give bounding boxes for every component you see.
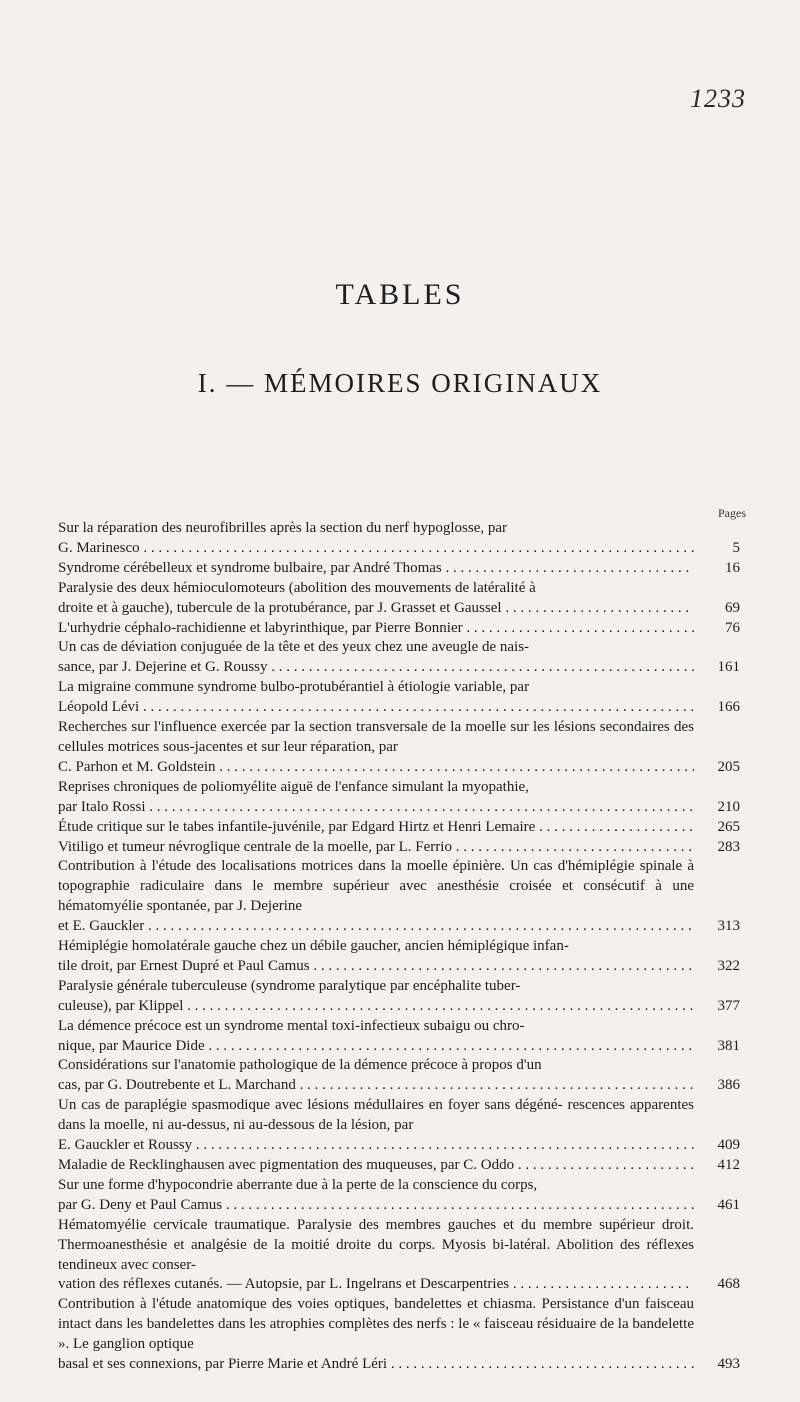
entry-last-line: par G. Deny et Paul Camus . . . — [58, 1197, 694, 1213]
entry-text: Contribution à l'étude anatomique des voies optiques, bandelettes et chiasma. Persistance d'un faisceau intact dans les bandelettes dans les atrophies complètes des nerfs : le « faisceau résiduaire de la bandelette ». Le ganglion optique — [58, 1296, 694, 1353]
entry-page: 468 — [717, 1276, 740, 1293]
entry-last-line: culeuse), par Klippel . . . — [58, 998, 694, 1014]
entry-text: Considérations sur l'anatomie pathologique de la démence précoce à propos d'un — [58, 1057, 542, 1074]
table-of-contents — [58, 519, 740, 1375]
entry-text: Un cas de déviation conjuguée de la tête et des yeux chez une aveugle de nais- — [58, 639, 530, 656]
toc-entry — [58, 559, 740, 579]
entry-page: 313 — [717, 918, 740, 935]
entry-text: Sur la réparation des neurofibrilles après la section du nerf hypoglosse, par — [58, 520, 508, 536]
entry-last-line: G. Marinesco . . . — [58, 540, 694, 556]
entry-text: Paralysie générale tuberculeuse (syndrome paralytique par encéphalite tuber- — [58, 977, 521, 994]
entry-text: Recherches sur l'influence exercée par la section transversale de la moelle sur les lésions secondaires des cellules motrices sous-jacentes et sur leur réparation, par — [58, 719, 694, 755]
entry-last-line: Syndrome cérébelleux et syndrome bulbaire, par André Thomas . . . — [58, 560, 694, 576]
toc-entry — [58, 1017, 740, 1057]
entry-last-line: L'urhydrie céphalo-rachidienne et labyrinthique, par Pierre Bonnier . . . — [58, 620, 694, 636]
entry-page: 205 — [717, 758, 740, 775]
toc-entry — [58, 1096, 740, 1156]
entry-last-line: et E. Gauckler . . . — [58, 918, 694, 934]
entry-last-line: par Italo Rossi . . . — [58, 799, 694, 815]
entry-last-line: C. Parhon et M. Goldstein . . . — [58, 759, 694, 775]
toc-entry — [58, 857, 740, 937]
entry-text: Hémiplégie homolatérale gauche chez un débile gaucher, ancien hémiplégique infan- — [58, 938, 569, 955]
toc-entry — [58, 838, 740, 858]
entry-last-line: Léopold Lévi . . . — [58, 699, 694, 715]
entry-last-line: cas, par G. Doutrebente et L. Marchand . . . — [58, 1077, 694, 1093]
toc-entry — [58, 638, 740, 678]
toc-entry — [58, 818, 740, 838]
toc-entry — [58, 778, 740, 818]
toc-entry — [58, 519, 740, 559]
entry-last-line: Étude critique sur le tabes infantile-juvénile, par Edgard Hirtz et Henri Lemaire . . . — [58, 819, 694, 835]
entry-text: La démence précoce est un syndrome mental toxi-infectieux subaigu ou chro- — [58, 1017, 525, 1034]
entry-page: 283 — [717, 838, 740, 855]
entry-page: 412 — [717, 1157, 740, 1173]
entry-text: La migraine commune syndrome bulbo-protubérantiel à étiologie variable, par — [58, 679, 530, 696]
entry-page: 76 — [725, 619, 740, 636]
toc-entry — [58, 1056, 740, 1096]
entry-last-line: tile droit, par Ernest Dupré et Paul Camus . . . — [58, 958, 694, 974]
entry-page: 377 — [717, 997, 740, 1014]
toc-entry — [58, 619, 740, 639]
toc-entry — [58, 718, 740, 778]
entry-last-line: vation des réflexes cutanés. — Autopsie, par L. Ingelrans et Descarpentries . . . — [58, 1276, 694, 1292]
toc-entry — [58, 1176, 740, 1216]
entry-page: 210 — [717, 798, 740, 815]
toc-entry — [58, 1216, 740, 1296]
entry-page: 16 — [725, 559, 740, 576]
entry-page: 386 — [717, 1077, 740, 1094]
entry-last-line: sance, par J. Dejerine et G. Roussy . . . — [58, 659, 694, 675]
pages-column-label: Pages — [718, 506, 746, 520]
entry-last-line: Maladie de Recklinghausen avec pigmentation des muqueuses, par C. Oddo . . . — [58, 1157, 694, 1173]
toc-entry — [58, 678, 740, 718]
entry-page: 493 — [717, 1356, 740, 1373]
entry-last-line: droite et à gauche), tubercule de la protubérance, par J. Grasset et Gaussel . . . — [58, 600, 694, 616]
toc-entry — [58, 937, 740, 977]
toc-entry — [58, 1295, 740, 1375]
entry-page: 461 — [717, 1196, 740, 1213]
entry-text: Paralysie des deux hémioculomoteurs (abolition des mouvements de latéralité à — [58, 579, 536, 596]
entry-last-line: Vitiligo et tumeur névroglique centrale de la moelle, par L. Ferrio . . . — [58, 839, 694, 855]
entry-page: 409 — [717, 1137, 740, 1154]
entry-text: Hématomyélie cervicale traumatique. Paralysie des membres gauches et du membre supérieur droit. Thermoanesthésie et analgésie de la moitié droite du corps. Myosis bi-latéral. Abolition des réflexes tendineux avec conser- — [58, 1216, 694, 1273]
entry-page: 381 — [717, 1037, 740, 1054]
toc-entry — [58, 1156, 740, 1176]
entry-page: 166 — [717, 699, 740, 716]
toc-entry — [58, 977, 740, 1017]
entry-last-line: basal et ses connexions, par Pierre Marie et André Léri . . . — [58, 1356, 694, 1372]
entry-page: 265 — [717, 818, 740, 835]
entry-text: Sur une forme d'hypocondrie aberrante due à la perte de la conscience du corps, — [58, 1176, 538, 1193]
page-title: TABLES — [335, 278, 465, 311]
entry-text: Un cas de paraplégie spasmodique avec lésions médullaires en foyer sans dégéné- rescences apparentes dans la moelle, ni au-dessus, ni au-dessous de la lésion, par — [58, 1097, 694, 1134]
entry-page: 322 — [717, 957, 740, 974]
entry-text: Contribution à l'étude des localisations motrices dans la moelle épinière. Un cas d'hémiplégie spinale à topographie radiculaire dans le membre supérieur avec anesthésie croisée et consécutif à une hématomyélie spontanée, par J. Dejerine — [58, 858, 694, 915]
page-number: 1233 — [690, 84, 746, 113]
entry-page: 161 — [717, 659, 740, 676]
toc-entry — [58, 579, 740, 619]
entry-page: 5 — [732, 539, 740, 556]
entry-last-line: nique, par Maurice Dide . . . — [58, 1038, 694, 1054]
section-heading: I. — MÉMOIRES ORIGINAUX — [197, 368, 603, 398]
entry-last-line: E. Gauckler et Roussy . . . — [58, 1137, 694, 1153]
entry-text: Reprises chroniques de poliomyélite aiguë de l'enfance simulant la myopathie, — [58, 778, 529, 795]
entry-page: 69 — [725, 599, 740, 616]
